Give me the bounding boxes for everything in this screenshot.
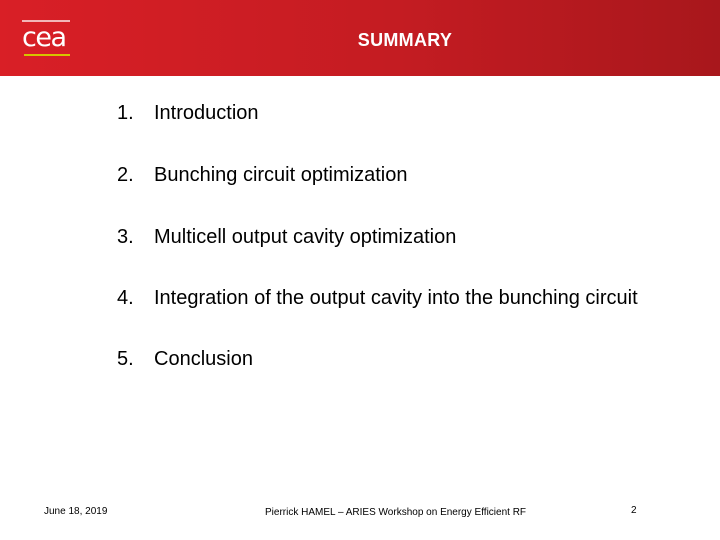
agenda-item-number: 4. bbox=[117, 287, 134, 309]
footer-presenter: Pierrick HAMEL – ARIES Workshop on Energy Efficient RF bbox=[265, 507, 527, 518]
agenda-item-introduction bbox=[117, 102, 259, 125]
agenda-item-conclusion bbox=[117, 348, 253, 371]
logo-underline bbox=[24, 54, 70, 56]
agenda-item-text: Introduction bbox=[154, 102, 259, 124]
agenda-item-integration bbox=[117, 287, 638, 310]
agenda-item-number: 3. bbox=[117, 226, 134, 248]
agenda-item-text: Bunching circuit optimization bbox=[154, 164, 408, 186]
agenda-item-number: 1. bbox=[117, 102, 134, 124]
footer-date: June 18, 2019 bbox=[44, 506, 108, 517]
agenda-item-bunching-circuit bbox=[117, 164, 407, 187]
agenda-item-number: 5. bbox=[117, 348, 134, 370]
agenda-item-number: 2. bbox=[117, 164, 134, 186]
logo-text: cea bbox=[22, 22, 66, 53]
slide-title: SUMMARY bbox=[357, 30, 453, 50]
agenda-item-multicell-cavity bbox=[117, 226, 456, 249]
cea-logo bbox=[22, 14, 74, 58]
page-number: 2 bbox=[631, 505, 637, 516]
header-banner bbox=[0, 0, 720, 76]
agenda-item-text: Multicell output cavity optimization bbox=[154, 226, 457, 248]
agenda-item-text: Integration of the output cavity into the bunching circuit bbox=[154, 287, 638, 309]
agenda-item-text: Conclusion bbox=[154, 348, 253, 370]
